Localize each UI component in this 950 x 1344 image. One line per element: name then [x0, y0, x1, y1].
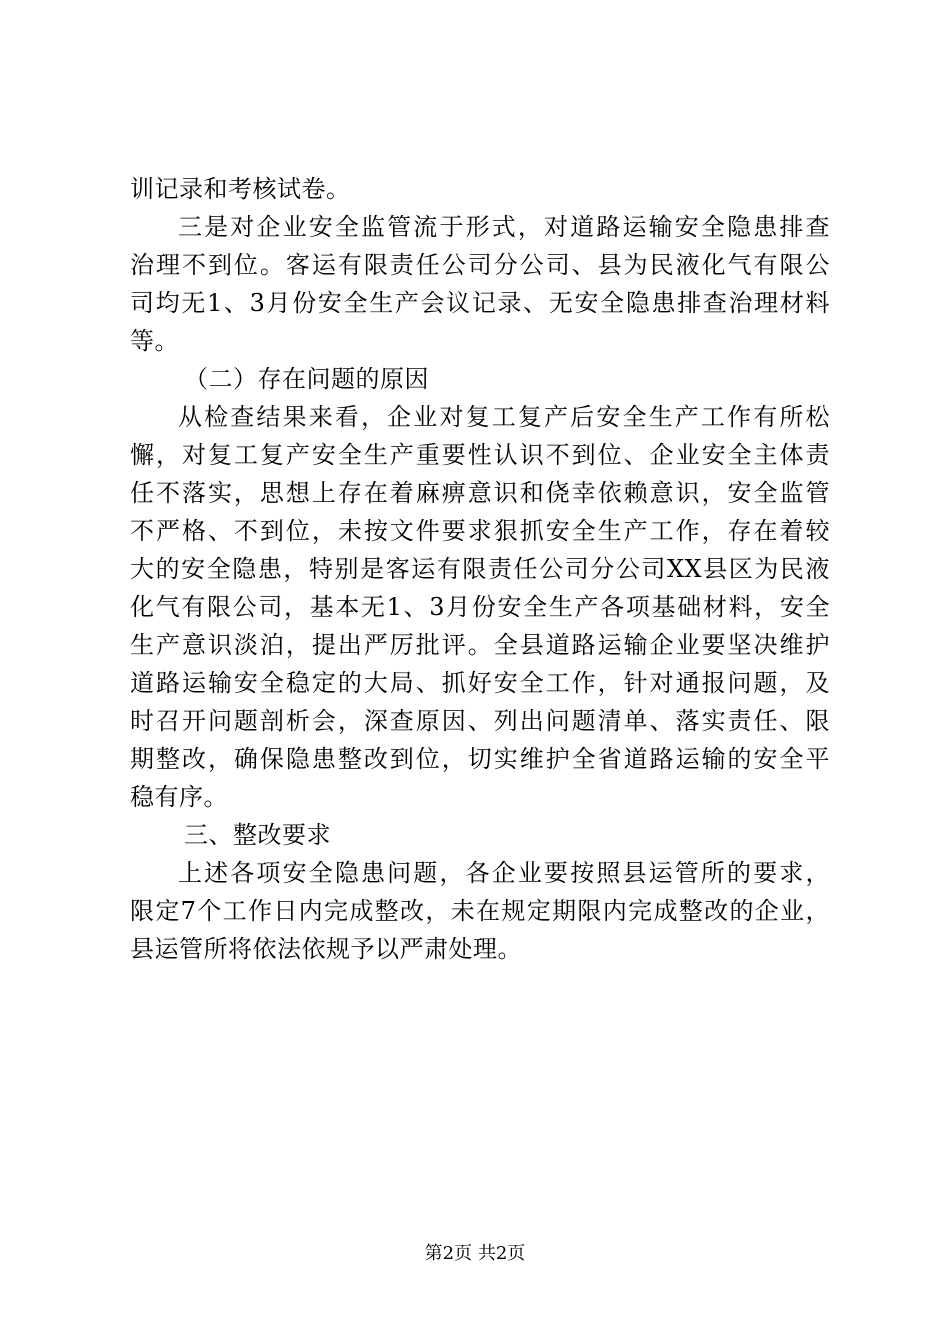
section-heading: 三、整改要求 [184, 821, 331, 849]
body-line: 三是对企业安全监管流于形式，对道路运输安全隐患排查 [178, 213, 830, 241]
body-line: 懈，对复工复产安全生产重要性认识不到位、企业安全主体责 [130, 441, 830, 469]
body-line: 期整改，确保隐患整改到位，切实维护全省道路运输的安全平 [130, 745, 830, 773]
page-number-label: 第2页 共2页 [424, 1243, 526, 1264]
body-line: 生产意识淡泊，提出严厉批评。全县道路运输企业要坚决维护 [130, 631, 830, 659]
body-line: 司均无1、3月份安全生产会议记录、无安全隐患排查治理材料 [130, 289, 830, 317]
body-line: 从检查结果来看，企业对复工复产后安全生产工作有所松 [178, 403, 830, 431]
body-line: 时召开问题剖析会，深查原因、列出问题清单、落实责任、限 [130, 707, 830, 735]
body-line: 不严格、不到位，未按文件要求狠抓安全生产工作，存在着较 [130, 517, 830, 545]
document-body [130, 170, 830, 968]
body-line: 训记录和考核试卷。 [130, 175, 351, 203]
body-line: 限定7个工作日内完成整改，未在规定期限内完成整改的企业， [130, 897, 830, 925]
section-subheading: （二）存在问题的原因 [184, 365, 429, 393]
body-line: 化气有限公司，基本无1、3月份安全生产各项基础材料，安全 [130, 593, 830, 621]
body-line: 治理不到位。客运有限责任公司分公司、县为民液化气有限公 [130, 251, 830, 279]
body-line: 县运管所将依法依规予以严肃处理。 [130, 935, 522, 963]
body-line: 大的安全隐患，特别是客运有限责任公司分公司XX县区为民液 [130, 555, 830, 583]
page-footer [0, 1242, 950, 1266]
body-line: 稳有序。 [130, 783, 228, 811]
body-line: 等。 [130, 327, 179, 355]
body-line: 上述各项安全隐患问题，各企业要按照县运管所的要求， [178, 859, 830, 887]
body-line: 道路运输安全稳定的大局、抓好安全工作，针对通报问题，及 [130, 669, 830, 697]
body-line: 任不落实，思想上存在着麻痹意识和侥幸依赖意识，安全监管 [130, 479, 830, 507]
